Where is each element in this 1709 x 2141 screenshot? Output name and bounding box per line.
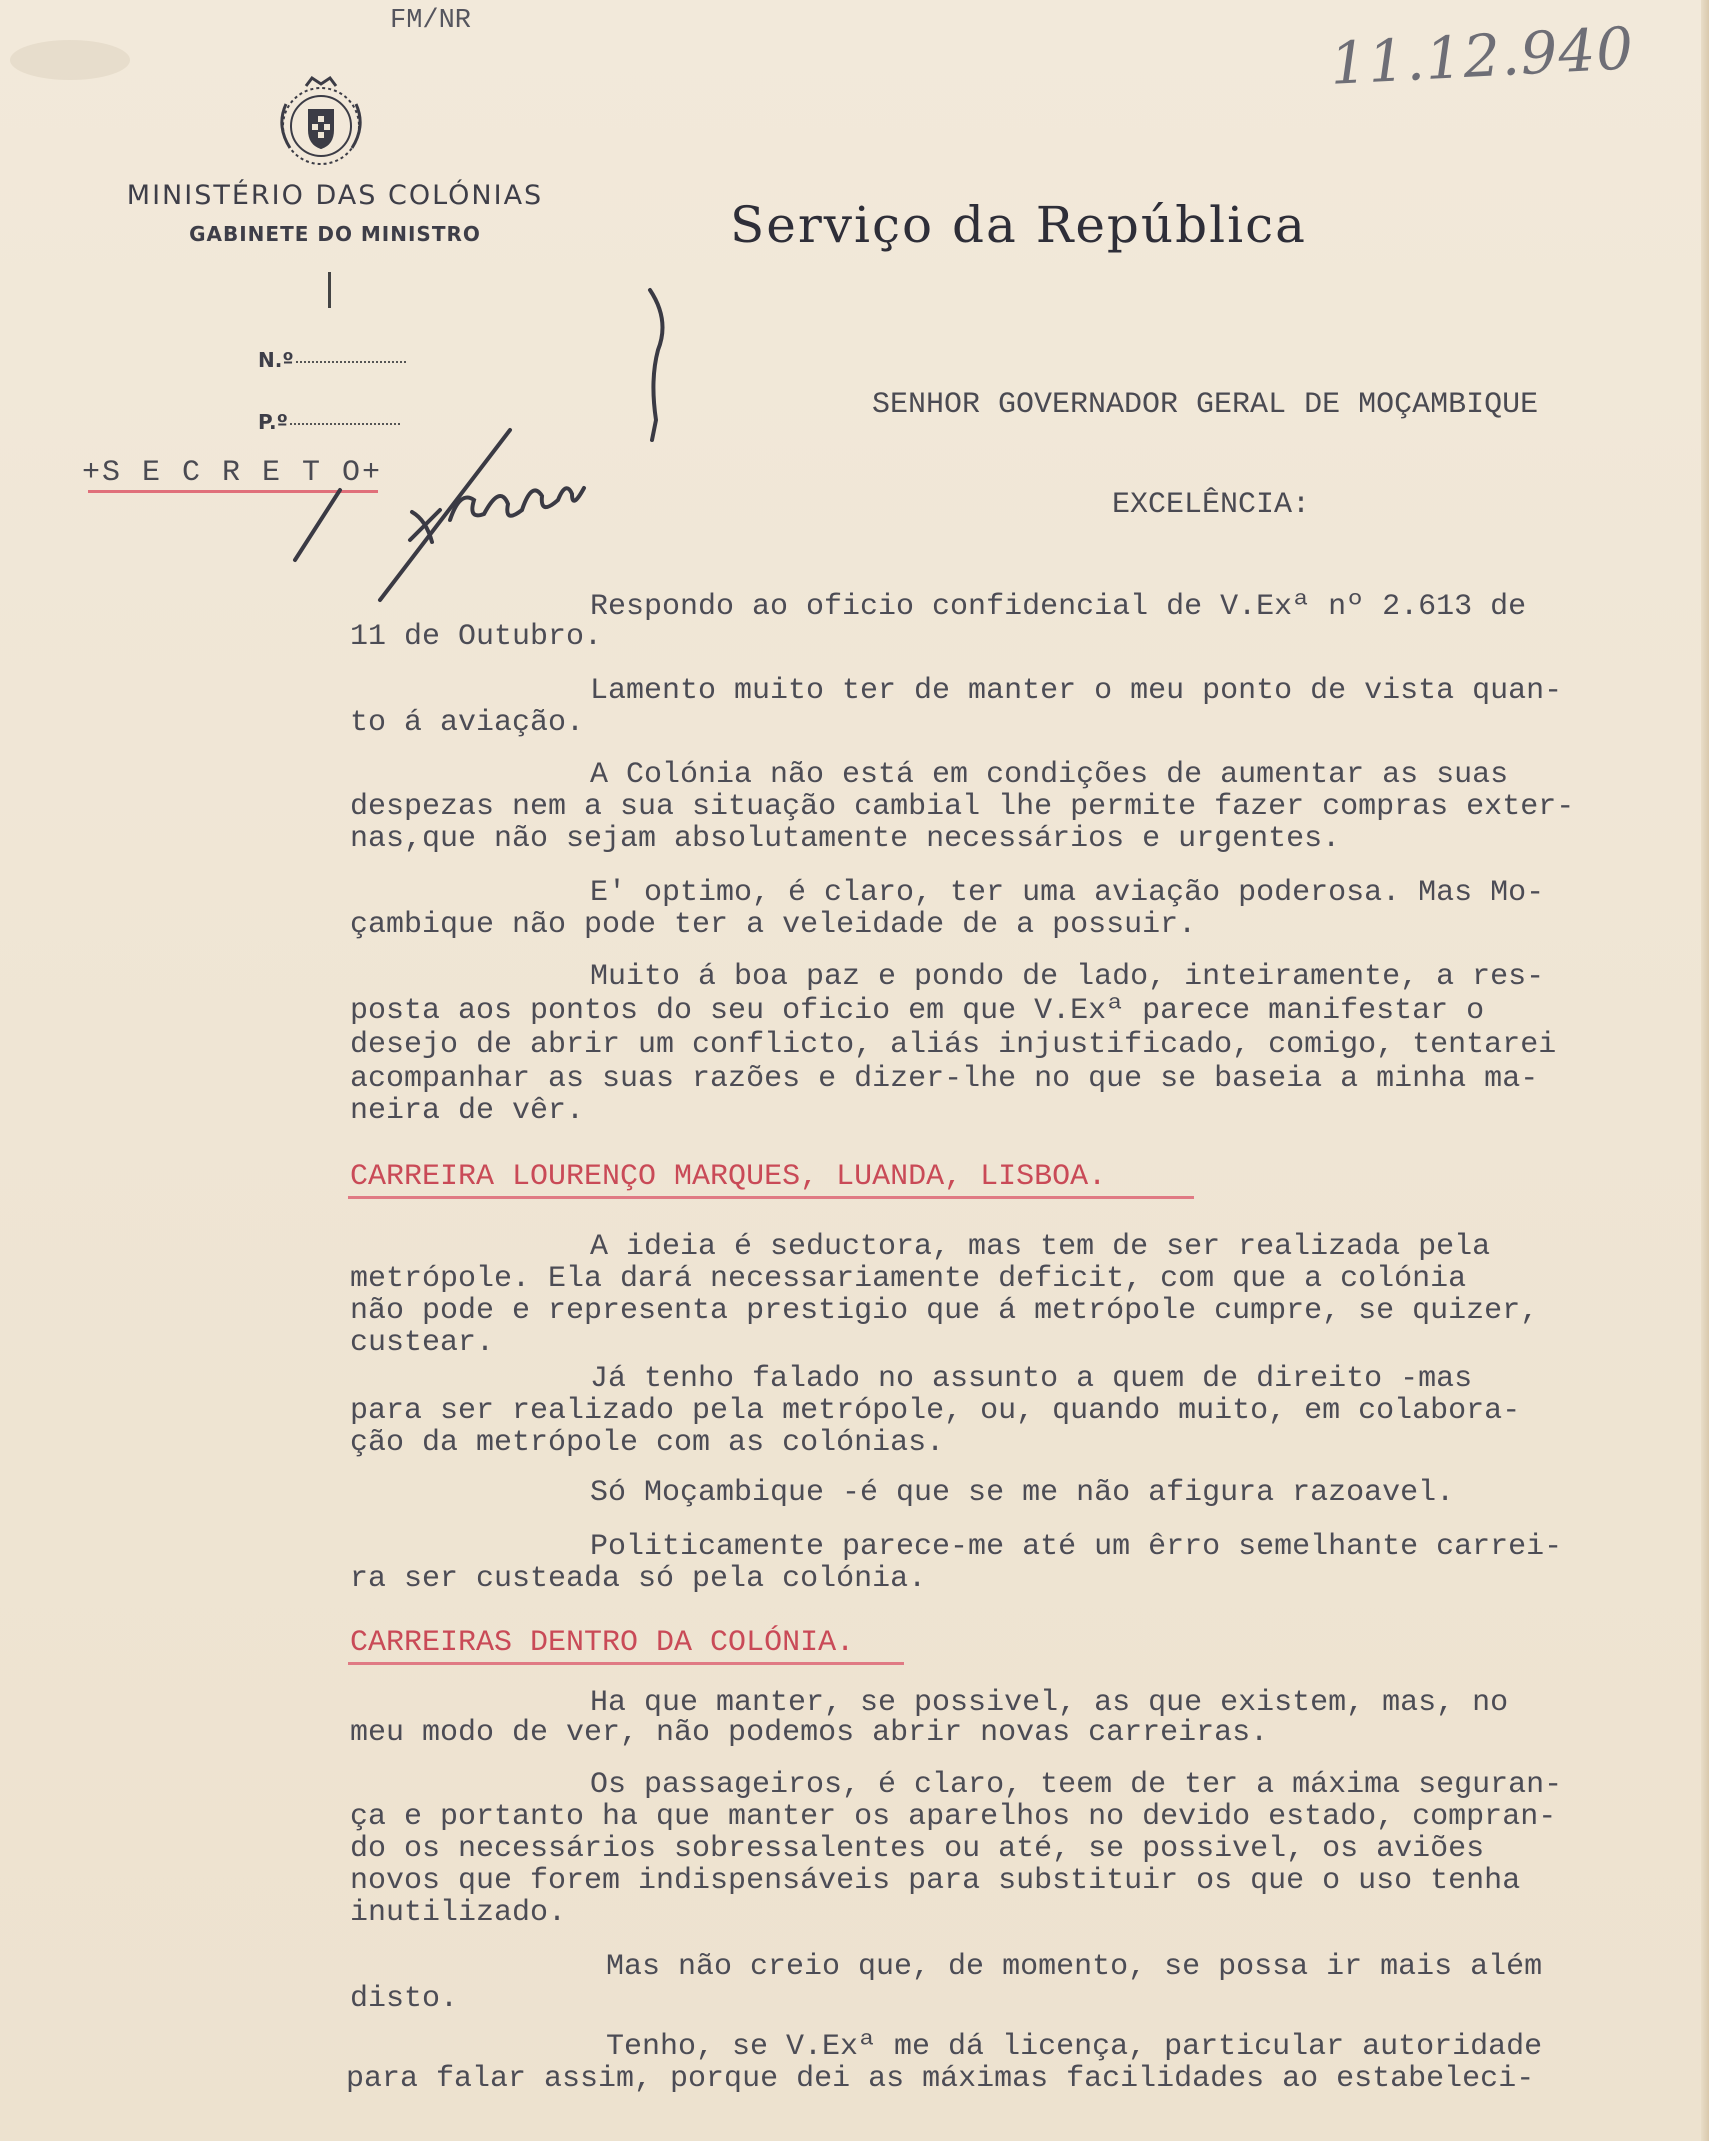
body-line: nas,que não sejam absolutamente necessários e urgentes. [350, 822, 1341, 856]
handwritten-date: 11.12.940 [1328, 14, 1636, 98]
classification-stamp: +S E C R E T O+ [82, 456, 383, 490]
body-line: E' optimo, é claro, ter uma aviação poderosa. Mas Mo- [590, 876, 1545, 910]
body-line: Lamento muito ter de manter o meu ponto de vista quan- [590, 674, 1563, 708]
salutation: EXCELÊNCIA: [1112, 488, 1311, 522]
body-line: Só Moçambique -é que se me não afigura razoavel. [590, 1476, 1455, 1510]
number-label: N.º [258, 348, 294, 372]
body-line: 11 de Outubro. [350, 620, 603, 654]
body-line: desejo de abrir um conflicto, aliás injustificado, comigo, tentarei [350, 1028, 1557, 1062]
body-line: custear. [350, 1326, 495, 1360]
body-line: çambique não pode ter a veleidade de a possuir. [350, 908, 1197, 942]
body-line: metrópole. Ela dará necessariamente deficit, com que a colónia [350, 1262, 1467, 1296]
body-line: acompanhar as suas razões e dizer-lhe no que se baseia a minha ma- [350, 1062, 1539, 1096]
body-line: novos que forem indispensáveis para substituir os que o uso tenha [350, 1864, 1521, 1898]
section-heading-route-lisbon: CARREIRA LOURENÇO MARQUES, LUANDA, LISBOA. [350, 1160, 1107, 1194]
body-line: Muito á boa paz e pondo de lado, inteiramente, a res- [590, 960, 1545, 994]
body-line: meu modo de ver, não podemos abrir novas carreiras. [350, 1716, 1269, 1750]
body-line: Os passageiros, é claro, teem de ter a máxima seguran- [590, 1768, 1563, 1802]
reference-code: FM/NR [390, 6, 472, 36]
body-line: inutilizado. [350, 1896, 567, 1930]
body-line: A Colónia não está em condições de aumentar as suas [590, 758, 1509, 792]
body-line: to á aviação. [350, 706, 585, 740]
body-line: para falar assim, porque dei as máximas facilidades ao estabeleci- [346, 2062, 1535, 2096]
body-line: A ideia é seductora, mas tem de ser realizada pela [590, 1230, 1491, 1264]
addressee: SENHOR GOVERNADOR GERAL DE MOÇAMBIQUE [872, 388, 1539, 422]
service-title: Serviço da República [730, 196, 1307, 254]
body-line: Respondo ao oficio confidencial de V.Exª nº 2.613 de [590, 590, 1527, 624]
body-line: Politicamente parece-me até um êrro semelhante carrei- [590, 1530, 1563, 1564]
body-line: ça e portanto ha que manter os aparelhos no devido estado, compran- [350, 1800, 1557, 1834]
section-heading-underline [348, 1662, 904, 1665]
body-line: disto. [350, 1982, 459, 2016]
body-line: ção da metrópole com as colónias. [350, 1426, 945, 1460]
section-heading-underline [348, 1196, 1194, 1199]
body-line: Tenho, se V.Exª me dá licença, particular autoridade [606, 2030, 1543, 2064]
body-line: Já tenho falado no assunto a quem de direito -mas [590, 1362, 1473, 1396]
body-line: para ser realizado pela metrópole, ou, quando muito, em colabora- [350, 1394, 1521, 1428]
body-line: ra ser custeada só pela colónia. [350, 1562, 927, 1596]
body-line: do os necessários sobressalentes ou até, se possivel, os aviões [350, 1832, 1485, 1866]
body-line: neira de vêr. [350, 1094, 585, 1128]
body-line: Ha que manter, se possivel, as que existem, mas, no [590, 1686, 1509, 1720]
body-line: posta aos pontos do seu oficio em que V.Exª parece manifestar o [350, 994, 1485, 1028]
process-label: P.º [258, 410, 288, 434]
cabinet-name: GABINETE DO MINISTRO [189, 222, 481, 246]
body-line: despezas nem a sua situação cambial lhe permite fazer compras exter- [350, 790, 1575, 824]
body-line: Mas não creio que, de momento, se possa ir mais além [606, 1950, 1543, 1984]
body-line: não pode e representa prestigio que á metrópole cumpre, se quizer, [350, 1294, 1539, 1328]
ministry-name: MINISTÉRIO DAS COLÓNIAS [126, 180, 544, 211]
section-heading-routes-colony: CARREIRAS DENTRO DA COLÓNIA. [350, 1626, 855, 1660]
